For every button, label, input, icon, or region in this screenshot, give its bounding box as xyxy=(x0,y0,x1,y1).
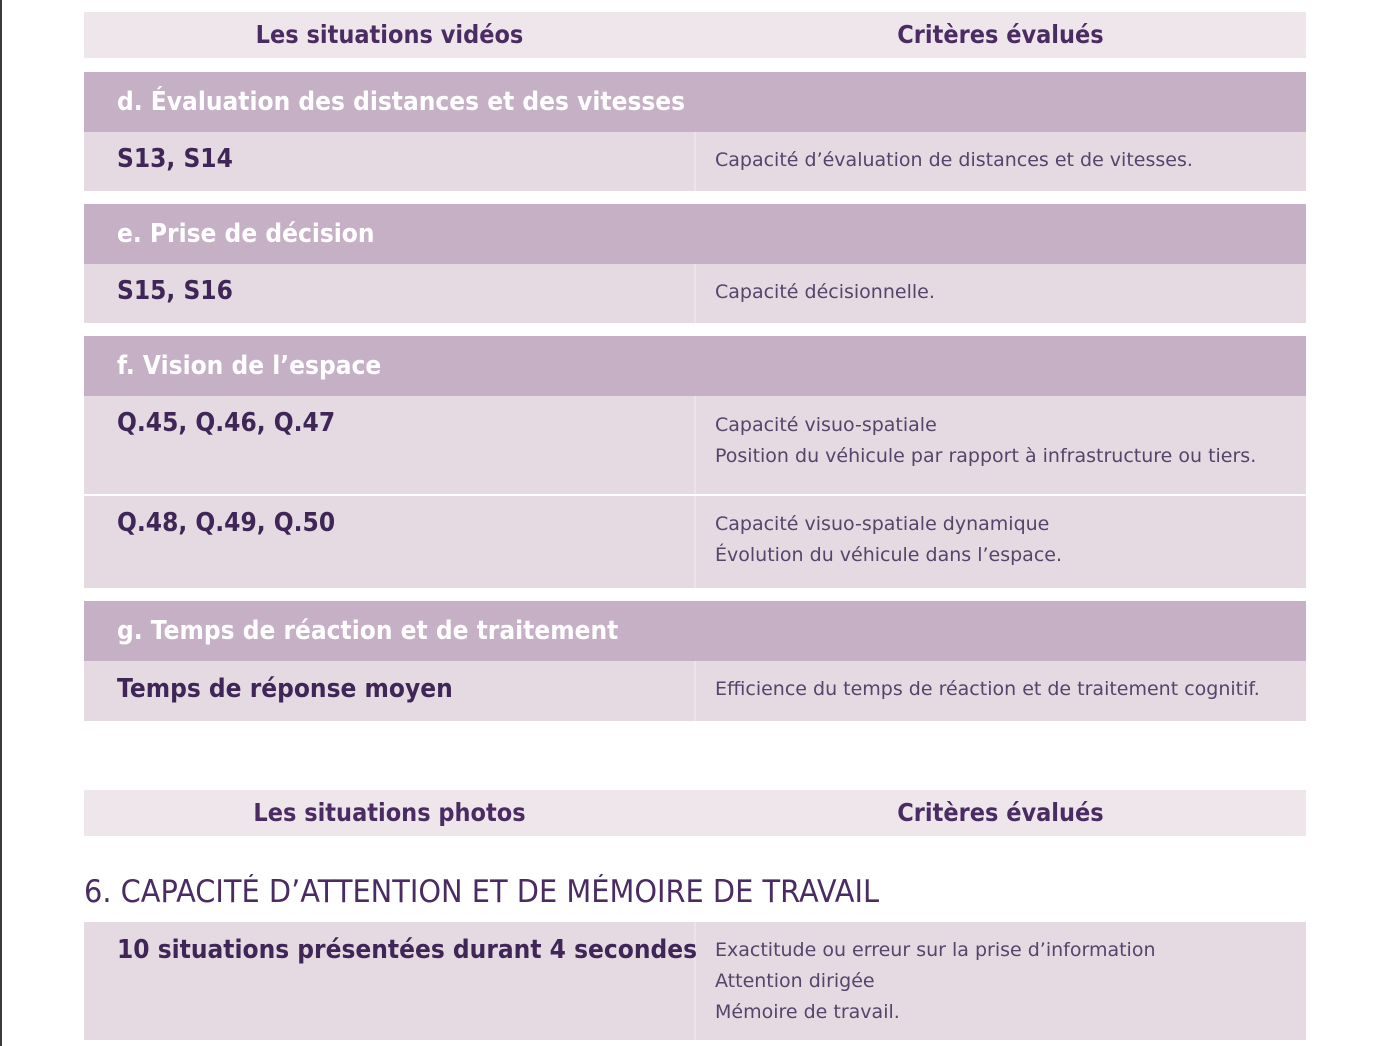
table-row xyxy=(84,264,1306,323)
section-header-reaction-time xyxy=(84,601,1306,661)
column-divider xyxy=(694,396,696,494)
column-divider xyxy=(694,496,696,588)
column-divider xyxy=(694,264,696,323)
column-divider xyxy=(694,132,696,191)
section-title: d. Évaluation des distances et des vitesses xyxy=(117,87,686,117)
row-label: S13, S14 xyxy=(117,144,233,174)
criteria-line: Position du véhicule par rapport à infrastructure ou tiers. xyxy=(715,445,1257,467)
row-criteria xyxy=(715,277,935,308)
row-label: 10 situations présentées durant 4 secondes xyxy=(117,935,698,965)
row-criteria xyxy=(715,509,1062,571)
criteria-line: Capacité visuo-spatiale xyxy=(715,414,937,436)
column-divider xyxy=(694,661,696,721)
section-header-decision xyxy=(84,204,1306,264)
table-row xyxy=(84,661,1306,721)
row-label: Q.48, Q.49, Q.50 xyxy=(117,508,336,538)
table-row xyxy=(84,132,1306,191)
criteria-line: Capacité visuo-spatiale dynamique xyxy=(715,513,1050,535)
section-header-space-vision xyxy=(84,336,1306,396)
table-header-photos xyxy=(84,790,1306,836)
criteria-line: Capacité d’évaluation de distances et de vitesses. xyxy=(715,149,1193,171)
section-heading-attention-memory: 6. CAPACITÉ D’ATTENTION ET DE MÉMOIRE DE TRAVAIL xyxy=(84,874,880,910)
table-header-videos xyxy=(84,12,1306,58)
criteria-line: Attention dirigée xyxy=(715,970,875,992)
section-title: e. Prise de décision xyxy=(117,219,375,249)
criteria-line: Évolution du véhicule dans l’espace. xyxy=(715,544,1062,566)
column-header-criteria: Critères évalués xyxy=(897,798,1104,827)
table-row xyxy=(84,496,1306,588)
column-header-criteria: Critères évalués xyxy=(897,20,1104,49)
criteria-line: Mémoire de travail. xyxy=(715,1001,900,1023)
row-criteria xyxy=(715,410,1256,472)
column-header-situations: Les situations photos xyxy=(253,798,526,827)
section-header-distances xyxy=(84,72,1306,132)
section-title: f. Vision de l’espace xyxy=(117,351,382,381)
row-label: S15, S16 xyxy=(117,276,233,306)
table-row xyxy=(84,396,1306,494)
criteria-line: Exactitude ou erreur sur la prise d’information xyxy=(715,939,1156,961)
table-row xyxy=(84,922,1306,1040)
section-title: g. Temps de réaction et de traitement xyxy=(117,616,619,646)
column-header-situations: Les situations vidéos xyxy=(255,20,524,49)
row-label: Q.45, Q.46, Q.47 xyxy=(117,408,336,438)
row-criteria xyxy=(715,935,1156,1028)
criteria-line: Capacité décisionnelle. xyxy=(715,281,935,303)
row-criteria xyxy=(715,674,1260,705)
criteria-line: Efficience du temps de réaction et de traitement cognitif. xyxy=(715,678,1260,700)
row-label: Temps de réponse moyen xyxy=(117,674,453,704)
row-criteria xyxy=(715,145,1193,176)
page-edge-border xyxy=(0,0,2,1046)
